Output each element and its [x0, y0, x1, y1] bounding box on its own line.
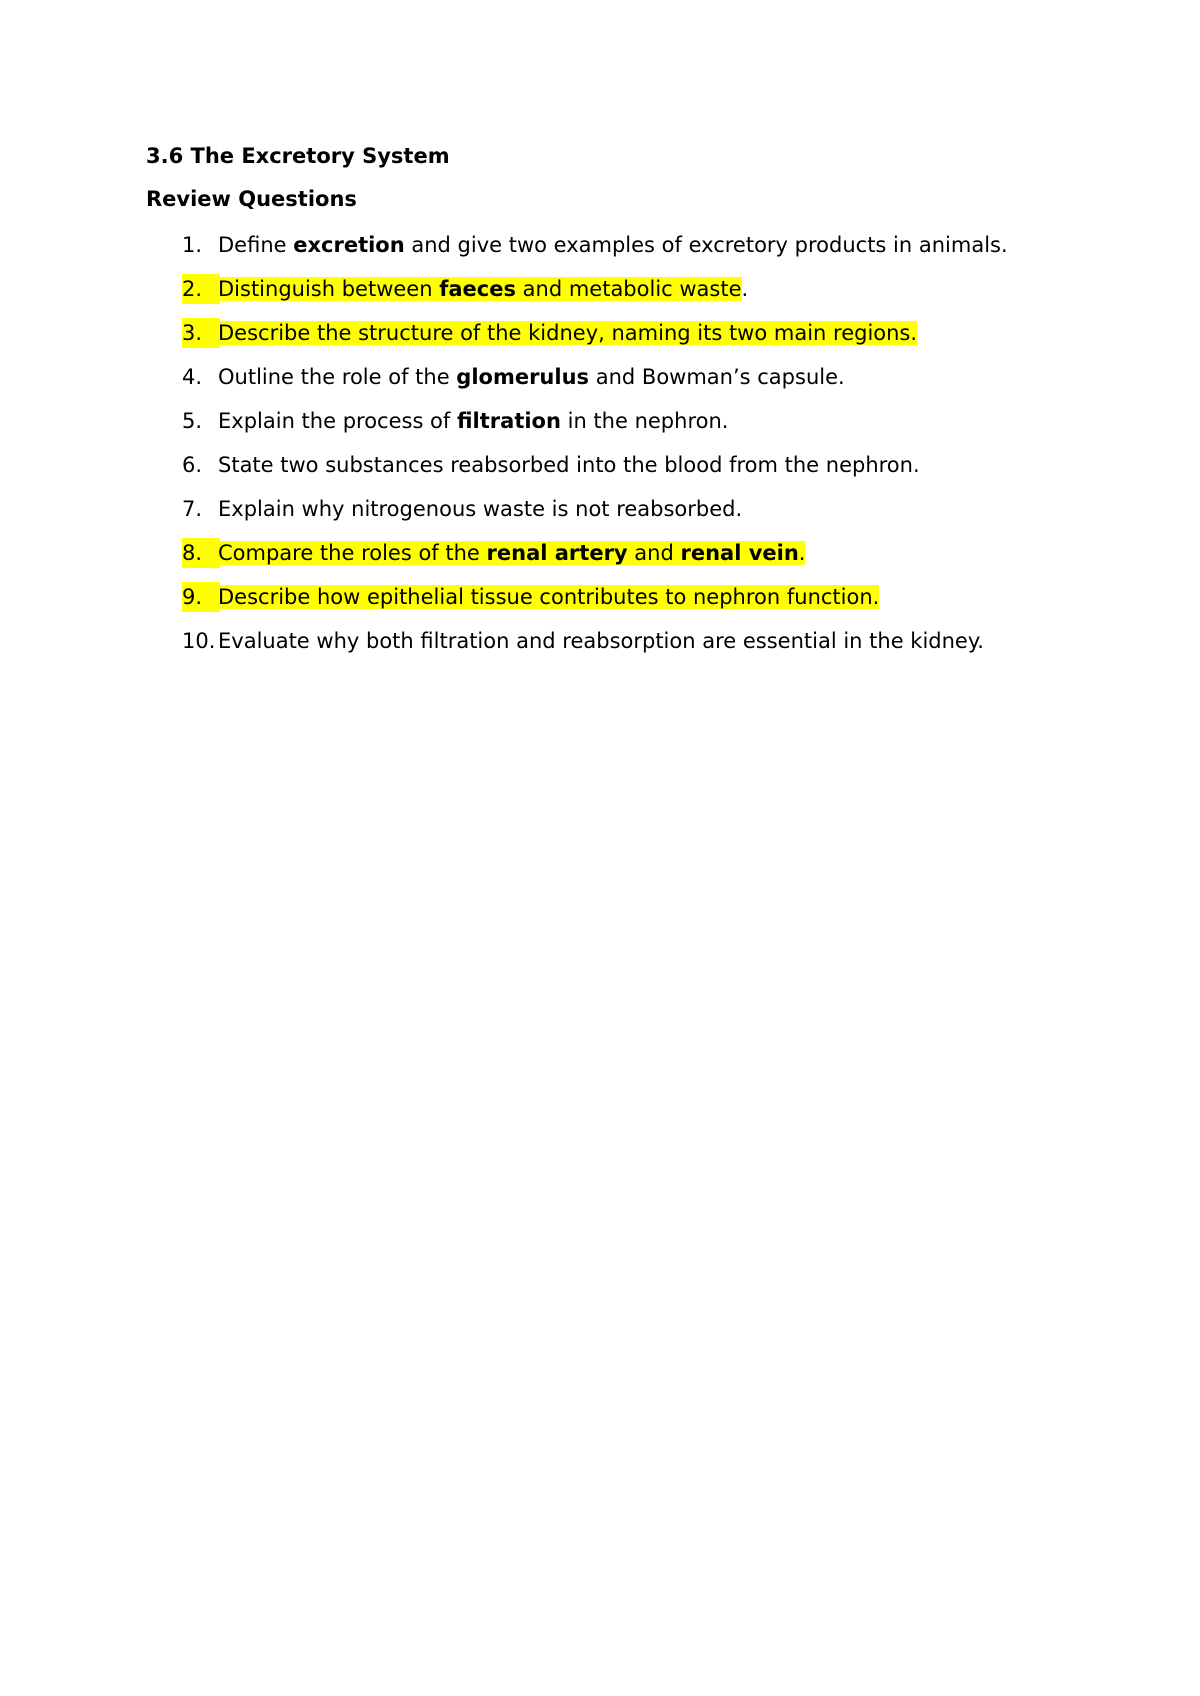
question-text-segment: Compare the roles of the	[218, 541, 487, 565]
question-text-body	[218, 629, 984, 653]
section-title: 3.6 The Excretory System	[146, 144, 450, 168]
question-item	[0, 318, 1200, 362]
question-text-segment: State two substances reabsorbed into the blood from the nephron.	[218, 453, 920, 477]
question-text-body	[218, 365, 845, 389]
question-text	[218, 582, 879, 612]
question-item	[0, 230, 1200, 274]
question-list	[0, 230, 1200, 670]
question-text-segment: Outline the role of the	[218, 365, 457, 389]
question-number: 4.	[182, 365, 203, 389]
key-term: glomerulus	[456, 365, 590, 389]
question-text-segment: and metabolic waste	[515, 277, 742, 301]
question-number: 7.	[182, 497, 203, 521]
question-text-body	[218, 277, 742, 301]
question-item	[0, 362, 1200, 406]
question-number: 8.	[182, 538, 202, 568]
key-term: excretion	[293, 233, 405, 257]
key-term: faeces	[439, 277, 516, 301]
question-text	[218, 626, 984, 656]
question-text-segment: Describe how epithelial tissue contributes to nephron function.	[218, 585, 880, 609]
question-item	[0, 538, 1200, 582]
question-item	[0, 274, 1200, 318]
question-text	[218, 494, 742, 524]
question-number: 1.	[182, 233, 203, 257]
question-text-segment: in the nephron.	[560, 409, 729, 433]
question-text-body	[218, 233, 1008, 257]
question-text-segment: Define	[218, 233, 294, 257]
question-number: 9.	[182, 582, 202, 612]
question-text	[218, 362, 845, 392]
question-text-body	[218, 453, 920, 477]
key-term: renal vein	[680, 541, 799, 565]
question-text-body	[218, 497, 742, 521]
question-text-segment: .	[798, 541, 806, 565]
question-text	[218, 406, 728, 436]
question-text	[218, 230, 1008, 260]
question-text-segment: and give two examples of excretory products in animals.	[404, 233, 1008, 257]
question-number: 3.	[182, 318, 202, 348]
question-text	[218, 538, 805, 568]
question-number: 2.	[182, 274, 202, 304]
key-term: filtration	[456, 409, 561, 433]
question-text-body	[218, 541, 805, 565]
question-item	[0, 582, 1200, 626]
question-text-segment: Explain the process of	[218, 409, 457, 433]
question-item	[0, 450, 1200, 494]
question-text	[218, 274, 748, 304]
question-item	[0, 626, 1200, 670]
question-text-body	[218, 585, 879, 609]
key-term: renal artery	[486, 541, 628, 565]
question-text-segment: and Bowman’s capsule.	[589, 365, 845, 389]
question-item	[0, 494, 1200, 538]
question-text-segment: Describe the structure of the kidney, naming its two main regions.	[218, 321, 918, 345]
question-number: 6.	[182, 453, 203, 477]
question-text-segment: and	[627, 541, 681, 565]
question-text-segment: Evaluate why both filtration and reabsorption are essential in the kidney.	[218, 629, 984, 653]
question-number: 5.	[182, 409, 203, 433]
question-trailing-punctuation: .	[741, 277, 749, 301]
question-number: 10.	[182, 629, 216, 653]
question-text-segment: Explain why nitrogenous waste is not reabsorbed.	[218, 497, 743, 521]
question-text	[218, 450, 920, 480]
subtitle: Review Questions	[146, 187, 357, 211]
question-text-body	[218, 321, 917, 345]
question-item	[0, 406, 1200, 450]
question-text-segment: Distinguish between	[218, 277, 440, 301]
question-text-body	[218, 409, 728, 433]
question-text	[218, 318, 917, 348]
